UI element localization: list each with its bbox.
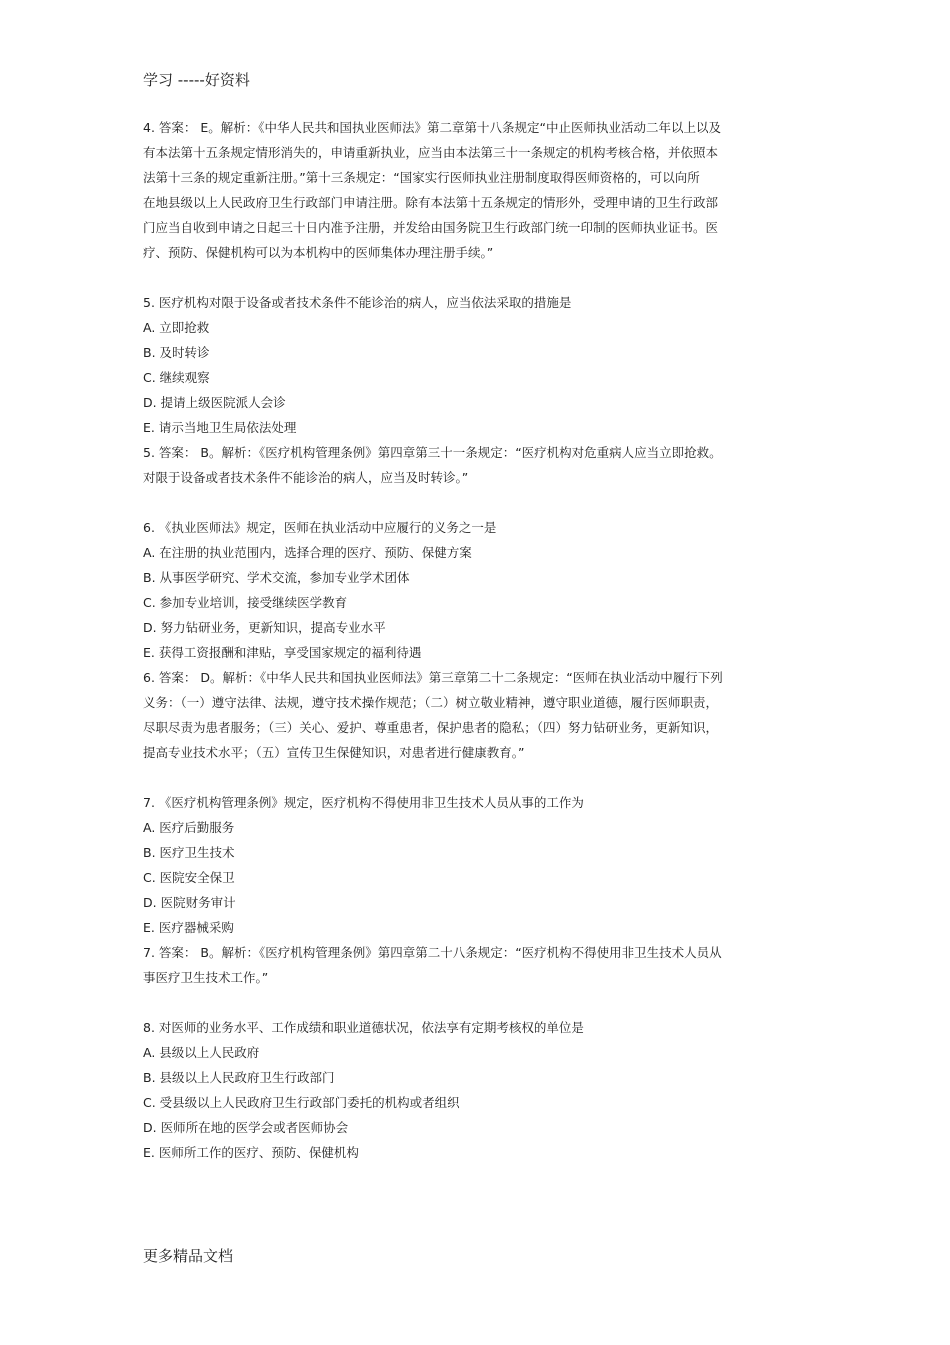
answer-explanation-line: 门应当自收到申请之日起三十日内准予注册，并发给由国务院卫生行政部门统一印制的医师执业证书。医 — [143, 220, 719, 235]
answer-explanation-line: 6. 答案： D。解析：《中华人民共和国执业医师法》第三章第二十二条规定：“医师在执业活动中履行下列 — [143, 670, 723, 685]
answer-explanation-line: 7. 答案： B。解析：《医疗机构管理条例》第四章第二十八条规定：“医疗机构不得使用非卫生技术人员从 — [143, 945, 722, 960]
question-option: D. 医院财务审计 — [143, 895, 236, 910]
question-stem: 8. 对医师的业务水平、工作成绩和职业道德状况，依法享有定期考核权的单位是 — [143, 1020, 584, 1035]
answer-explanation-line: 有本法第十五条规定情形消失的，申请重新执业，应当由本法第三十一条规定的机构考核合格，并依照本 — [143, 145, 719, 160]
question-option: D. 提请上级医院派人会诊 — [143, 395, 286, 410]
answer-explanation-line: 尽职尽责为患者服务；（三）关心、爱护、尊重患者，保护患者的隐私；（四）努力钻研业务，更新知识， — [143, 720, 719, 735]
question-option: A. 立即抢救 — [143, 320, 210, 335]
question-option: E. 请示当地卫生局依法处理 — [143, 420, 297, 435]
question-stem: 5. 医疗机构对限于设备或者技术条件不能诊治的病人，应当依法采取的措施是 — [143, 295, 572, 310]
question-option: A. 县级以上人民政府 — [143, 1045, 260, 1060]
question-option: B. 从事医学研究、学术交流，参加专业学术团体 — [143, 570, 410, 585]
page-header: 学习 -----好资料 — [143, 71, 250, 89]
paragraph-spacer — [143, 265, 755, 290]
answer-explanation-line: 事医疗卫生技术工作。” — [143, 970, 269, 985]
question-option: A. 医疗后勤服务 — [143, 820, 235, 835]
question-option: C. 继续观察 — [143, 370, 210, 385]
question-option: B. 县级以上人民政府卫生行政部门 — [143, 1070, 335, 1085]
answer-explanation-line: 义务：（一）遵守法律、法规，遵守技术操作规范；（二）树立敬业精神，遵守职业道德，履行医师职责， — [143, 695, 719, 710]
answer-explanation-line: 疗、预防、保健机构可以为本机构中的医师集体办理注册手续。” — [143, 245, 494, 260]
paragraph-spacer — [143, 765, 755, 790]
question-option: A. 在注册的执业范围内，选择合理的医疗、预防、保健方案 — [143, 545, 472, 560]
answer-explanation-line: 提高专业技术水平；（五）宣传卫生保健知识，对患者进行健康教育。” — [143, 745, 525, 760]
paragraph-spacer — [143, 490, 755, 515]
question-option: C. 医院安全保卫 — [143, 870, 235, 885]
question-option: D. 医师所在地的医学会或者医师协会 — [143, 1120, 349, 1135]
question-stem: 6. 《执业医师法》规定，医师在执业活动中应履行的义务之一是 — [143, 520, 497, 535]
question-option: E. 医疗器械采购 — [143, 920, 234, 935]
paragraph-spacer — [143, 990, 755, 1015]
question-option: C. 参加专业培训，接受继续医学教育 — [143, 595, 348, 610]
answer-explanation-line: 对限于设备或者技术条件不能诊治的病人，应当及时转诊。” — [143, 470, 469, 485]
question-stem: 7. 《医疗机构管理条例》规定，医疗机构不得使用非卫生技术人员从事的工作为 — [143, 795, 584, 810]
question-option: B. 医疗卫生技术 — [143, 845, 235, 860]
page-footer: 更多精品文档 — [143, 1247, 234, 1265]
answer-explanation-line: 在地县级以上人民政府卫生行政部门申请注册。除有本法第十五条规定的情形外，受理申请的卫生行政部 — [143, 195, 719, 210]
question-option: B. 及时转诊 — [143, 345, 210, 360]
answer-explanation-line: 法第十三条的规定重新注册。”第十三条规定：“国家实行医师执业注册制度取得医师资格的，可以向所 — [143, 170, 700, 185]
answer-explanation-line: 4. 答案： E。解析：《中华人民共和国执业医师法》第二章第十八条规定“中止医师执业活动二年以上以及 — [143, 120, 721, 135]
question-option: D. 努力钻研业务，更新知识，提高专业水平 — [143, 620, 386, 635]
answer-explanation-line: 5. 答案： B。解析：《医疗机构管理条例》第四章第三十一条规定：“医疗机构对危重病人应当立即抢救。 — [143, 445, 722, 460]
document-body — [143, 115, 755, 1165]
question-option: E. 获得工资报酬和津贴，享受国家规定的福利待遇 — [143, 645, 422, 660]
question-option: E. 医师所工作的医疗、预防、保健机构 — [143, 1145, 359, 1160]
question-option: C. 受县级以上人民政府卫生行政部门委托的机构或者组织 — [143, 1095, 460, 1110]
